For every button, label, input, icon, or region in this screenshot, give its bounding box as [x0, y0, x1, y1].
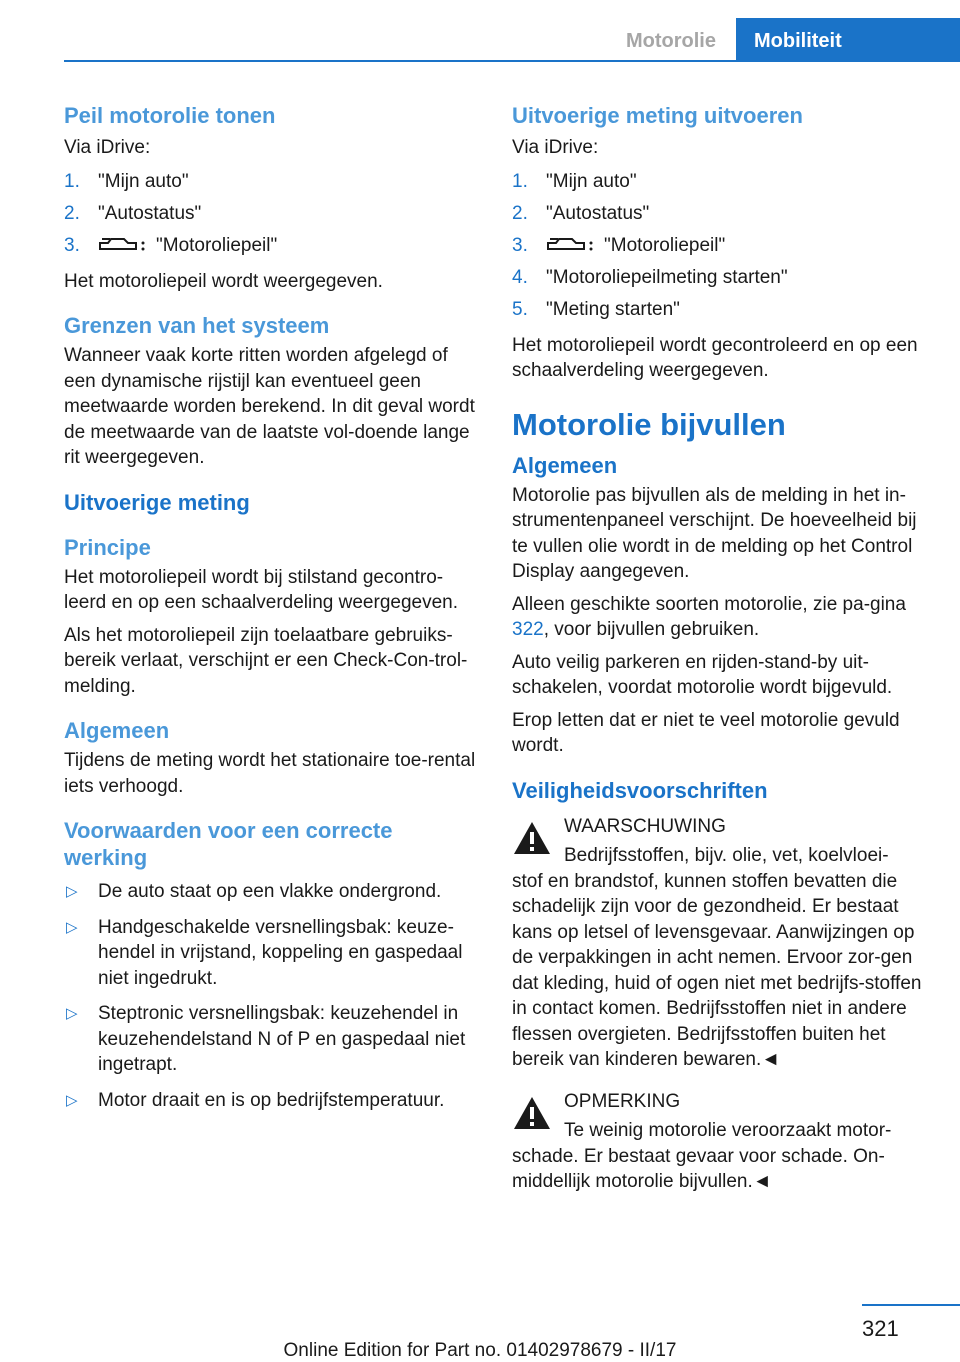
heading-motorolie-bijvullen: Motorolie bijvullen	[512, 406, 786, 442]
heading-voorwaarden: Voorwaarden voor een correcte werking	[64, 818, 393, 870]
bullet-icon: ▷	[66, 1091, 78, 1109]
warning-text: Bedrijfsstoffen, bijv. olie, vet, koelvloei- stof en brandstof, kunnen stoffen bevatten die schadelijk zijn voor de gezondheid. Er bestaat kans op letsel of levensgevaar. Aanwijzingen op de verpakkingen in acht nemen. Ervoor zor-gen dat kleding, huid of ogen niet met bedrijfs-stoffen in contact komen. Bedrijfsstoffen niet in andere flessen overgieten. Bedrijfsstoffen buiten het bereik van kinderen bewaren.◄	[512, 845, 922, 1070]
car-icon	[98, 235, 146, 255]
page-number: 321	[862, 1316, 899, 1341]
note-text: Te weinig motorolie veroorzaakt motor- schade. Er bestaat gevaar voor schade. On-middellijk motorolie bijvullen.◄	[512, 1120, 892, 1192]
result-text: Het motoroliepeil wordt weergegeven.	[64, 270, 383, 292]
list-item: 3. "Motoroliepeil"	[64, 234, 278, 256]
principe-text-2: Als het motoroliepeil zijn toelaatbare gebruiks-bereik verlaat, verschijnt er een Check-Con-trol-melding.	[64, 624, 468, 697]
steps-list-left	[64, 169, 480, 265]
page-link[interactable]: 322	[512, 619, 544, 640]
list-item: ▷ Steptronic versnellingsbak: keuzehendel in keuzehendelstand N of P en gaspedaal niet ingetrapt.	[66, 1003, 466, 1075]
bijvullen-text-3: Auto veilig parkeren en rijden-stand-by uit-schakelen, voordat motorolie wordt bijgevuld.	[512, 651, 893, 698]
header-divider	[64, 60, 960, 62]
list-item: 1. "Mijn auto"	[64, 170, 189, 192]
edition-footer: Online Edition for Part no. 01402978679 - II/17	[283, 1340, 677, 1361]
list-item: 5. "Meting starten"	[512, 298, 680, 320]
algemeen-text-left: Tijdens de meting wordt het stationaire toe-rental iets verhoogd.	[64, 750, 476, 797]
list-item: ▷ De auto staat op een vlakke ondergrond.	[64, 879, 480, 905]
page-header	[0, 0, 960, 62]
warning-triangle-icon	[512, 1095, 552, 1131]
heading-principe: Principe	[64, 534, 151, 560]
list-item: 3. "Motoroliepeil"	[512, 234, 726, 256]
result-text: Het motoroliepeil wordt gecontroleerd en op een schaalverdeling weergegeven.	[512, 334, 918, 381]
bullet-icon: ▷	[66, 1005, 78, 1022]
heading-algemeen-left: Algemeen	[64, 718, 170, 743]
principe-text-1: Het motoroliepeil wordt bij stilstand gecontro-leerd en op een schaalverdeling weergegeven.	[64, 566, 458, 613]
heading-uitvoerige-meting: Uitvoerige meting	[64, 489, 250, 515]
bijvullen-text-1: Motorolie pas bijvullen als de melding in het in-strumentenpaneel verschijnt. De hoeveelheid bij te vullen olie wordt in de melding op het Control Display aangegeven.	[512, 484, 917, 582]
conditions-list	[64, 879, 480, 1113]
note-block	[512, 1089, 928, 1195]
list-item: 1. "Mijn auto"	[512, 170, 637, 192]
tab-mobiliteit	[736, 18, 960, 62]
bijvullen-text-2: Alleen geschikte soorten motorolie, zie pa-gina 322, voor bijvullen gebruiken.	[512, 593, 906, 640]
heading-algemeen-right: Algemeen	[512, 452, 618, 478]
list-item: ▷ Handgeschakelde versnellingsbak: keuze-hendel in vrijstand, koppeling en gaspedaal niet ingedrukt.	[66, 916, 463, 989]
bijvullen-text-4: Erop letten dat er niet te veel motorolie gevuld wordt.	[512, 709, 900, 756]
heading-grenzen: Grenzen van het systeem	[64, 313, 330, 338]
via-idrive-text: Via iDrive:	[512, 137, 599, 158]
heading-peil-tonen: Peil motorolie tonen	[64, 103, 276, 128]
tab-mobiliteit-label: Mobiliteit	[754, 30, 842, 52]
heading-veiligheid: Veiligheidsvoorschriften	[512, 777, 768, 803]
warning-block	[512, 814, 928, 1073]
note-heading: OPMERKING	[564, 1090, 681, 1112]
footer-divider	[862, 1304, 960, 1306]
list-item: 2. "Autostatus"	[64, 202, 202, 224]
heading-meting-uitvoeren: Uitvoerige meting uitvoeren	[512, 103, 803, 128]
steps-list-right	[512, 169, 928, 329]
tab-motorolie: Motorolie	[626, 30, 716, 52]
car-icon	[546, 235, 594, 255]
list-item: 4. "Motoroliepeilmeting starten"	[512, 266, 788, 288]
list-item: ▷ Motor draait en is op bedrijfstemperatuur.	[64, 1088, 480, 1114]
warning-triangle-icon	[512, 820, 552, 856]
grenzen-text: Wanneer vaak korte ritten worden afgelegd of een dynamische rijstijl kan eventueel geen meetwaarde worden berekend. In dit geval wordt de meetwaarde van de laatste vol-doende lange rit weergegeven.	[64, 345, 475, 468]
list-item: 2. "Autostatus"	[512, 202, 650, 224]
bullet-icon: ▷	[66, 918, 78, 936]
right-column	[512, 102, 928, 1195]
via-idrive-text: Via iDrive:	[64, 137, 151, 158]
warning-heading: WAARSCHUWING	[564, 815, 726, 837]
bullet-icon: ▷	[66, 883, 78, 900]
left-column	[64, 102, 480, 1123]
